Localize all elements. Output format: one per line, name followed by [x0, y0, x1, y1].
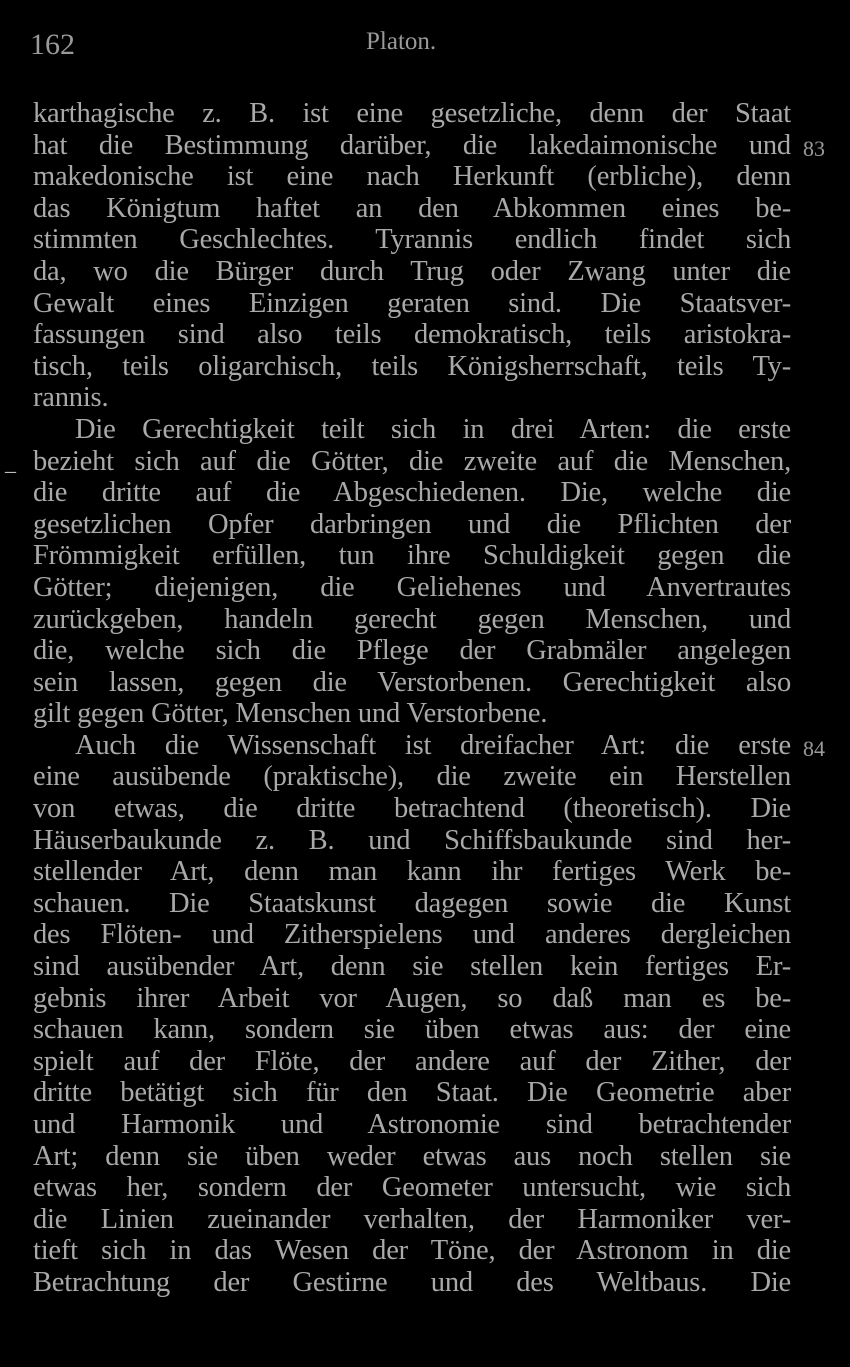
text-line: des Flöten- und Zitherspielens und anderes dergleichen: [33, 919, 791, 951]
text-line: die dritte auf die Abgeschiedenen. Die, welche die: [33, 477, 791, 509]
text-line: Gewalt eines Einzigen geraten sind. Die Staatsver-: [33, 287, 791, 319]
text-line: das Königtum haftet an den Abkommen eines be-: [33, 192, 791, 224]
text-line: rannis.: [33, 382, 109, 414]
text-line: schauen kann, sondern sie üben etwas aus: der eine: [33, 1014, 791, 1046]
page-number: 162: [30, 28, 75, 61]
text-line: gilt gegen Götter, Menschen und Verstorbene.: [33, 698, 548, 730]
text-line: gebnis ihrer Arbeit vor Augen, so daß man es be-: [33, 982, 791, 1014]
text-line: spielt auf der Flöte, der andere auf der Zither, der: [33, 1045, 791, 1077]
text-line: karthagische z. B. ist eine gesetzliche, denn der Staat: [33, 98, 791, 129]
text-line: da, wo die Bürger durch Trug oder Zwang unter die: [33, 255, 791, 287]
text-line: Frömmigkeit erfüllen, tun ihre Schuldigkeit gegen die: [33, 540, 791, 572]
body-text: [33, 98, 791, 1299]
text-line: schauen. Die Staatskunst dagegen sowie die Kunst: [33, 887, 791, 919]
text-line: Die Gerechtigkeit teilt sich in drei Arten: die erste: [75, 413, 791, 445]
text-line: fassungen sind also teils demokratisch, teils aristokra-: [33, 319, 791, 351]
text-line: gesetzlichen Opfer darbringen und die Pflichten der: [33, 508, 791, 540]
text-line: bezieht sich auf die Götter, die zweite auf die Menschen,: [33, 445, 791, 477]
text-line: sein lassen, gegen die Verstorbenen. Gerechtigkeit also: [33, 666, 791, 698]
text-line: Götter; diejenigen, die Geliehenes und Anvertrautes: [33, 571, 791, 603]
paragraph: [33, 414, 791, 730]
text-line: zurückgeben, handeln gerecht gegen Menschen, und: [33, 603, 791, 635]
text-line: Häuserbaukunde z. B. und Schiffsbaukunde sind her-: [33, 824, 791, 856]
text-line: und Harmonik und Astronomie sind betrachtender: [33, 1109, 791, 1140]
paragraph: [33, 730, 791, 1299]
text-line: tieft sich in das Wesen der Töne, der Astronom in die: [33, 1235, 791, 1267]
margin-section-number: 83: [803, 135, 825, 161]
text-line: etwas her, sondern der Geometer untersucht, wie sich: [33, 1172, 791, 1204]
text-line: tisch, teils oligarchisch, teils Königsherrschaft, teils Ty-: [33, 350, 791, 382]
text-line: stimmten Geschlechtes. Tyrannis endlich findet sich: [33, 224, 791, 256]
running-title: Platon.: [366, 28, 437, 55]
text-line: stellender Art, denn man kann ihr fertiges Werk be-: [33, 856, 791, 888]
text-line: die, welche sich die Pflege der Grabmäler angelegen: [33, 635, 791, 667]
text-line: dritte betätigt sich für den Staat. Die Geometrie aber: [33, 1077, 791, 1109]
text-line: Art; denn sie üben weder etwas aus noch stellen sie: [33, 1140, 791, 1172]
text-line: makedonische ist eine nach Herkunft (erbliche), denn: [33, 161, 791, 193]
text-line: hat die Bestimmung darüber, die lakedaimonische und: [33, 129, 791, 161]
margin-section-number: 84: [803, 736, 825, 761]
text-line: sind ausübender Art, denn sie stellen kein fertiges Er-: [33, 951, 791, 983]
text-line: die Linien zueinander verhalten, der Harmoniker ver-: [33, 1203, 791, 1235]
paragraph: [33, 98, 791, 414]
text-line: Auch die Wissenschaft ist dreifacher Art: die erste: [75, 729, 791, 761]
text-line: eine ausübende (praktische), die zweite ein Herstellen: [33, 761, 791, 793]
text-line: Betrachtung der Gestirne und des Weltbaus. Die: [33, 1266, 791, 1298]
text-line: von etwas, die dritte betrachtend (theoretisch). Die: [33, 793, 791, 825]
margin-mark: _: [5, 449, 16, 475]
